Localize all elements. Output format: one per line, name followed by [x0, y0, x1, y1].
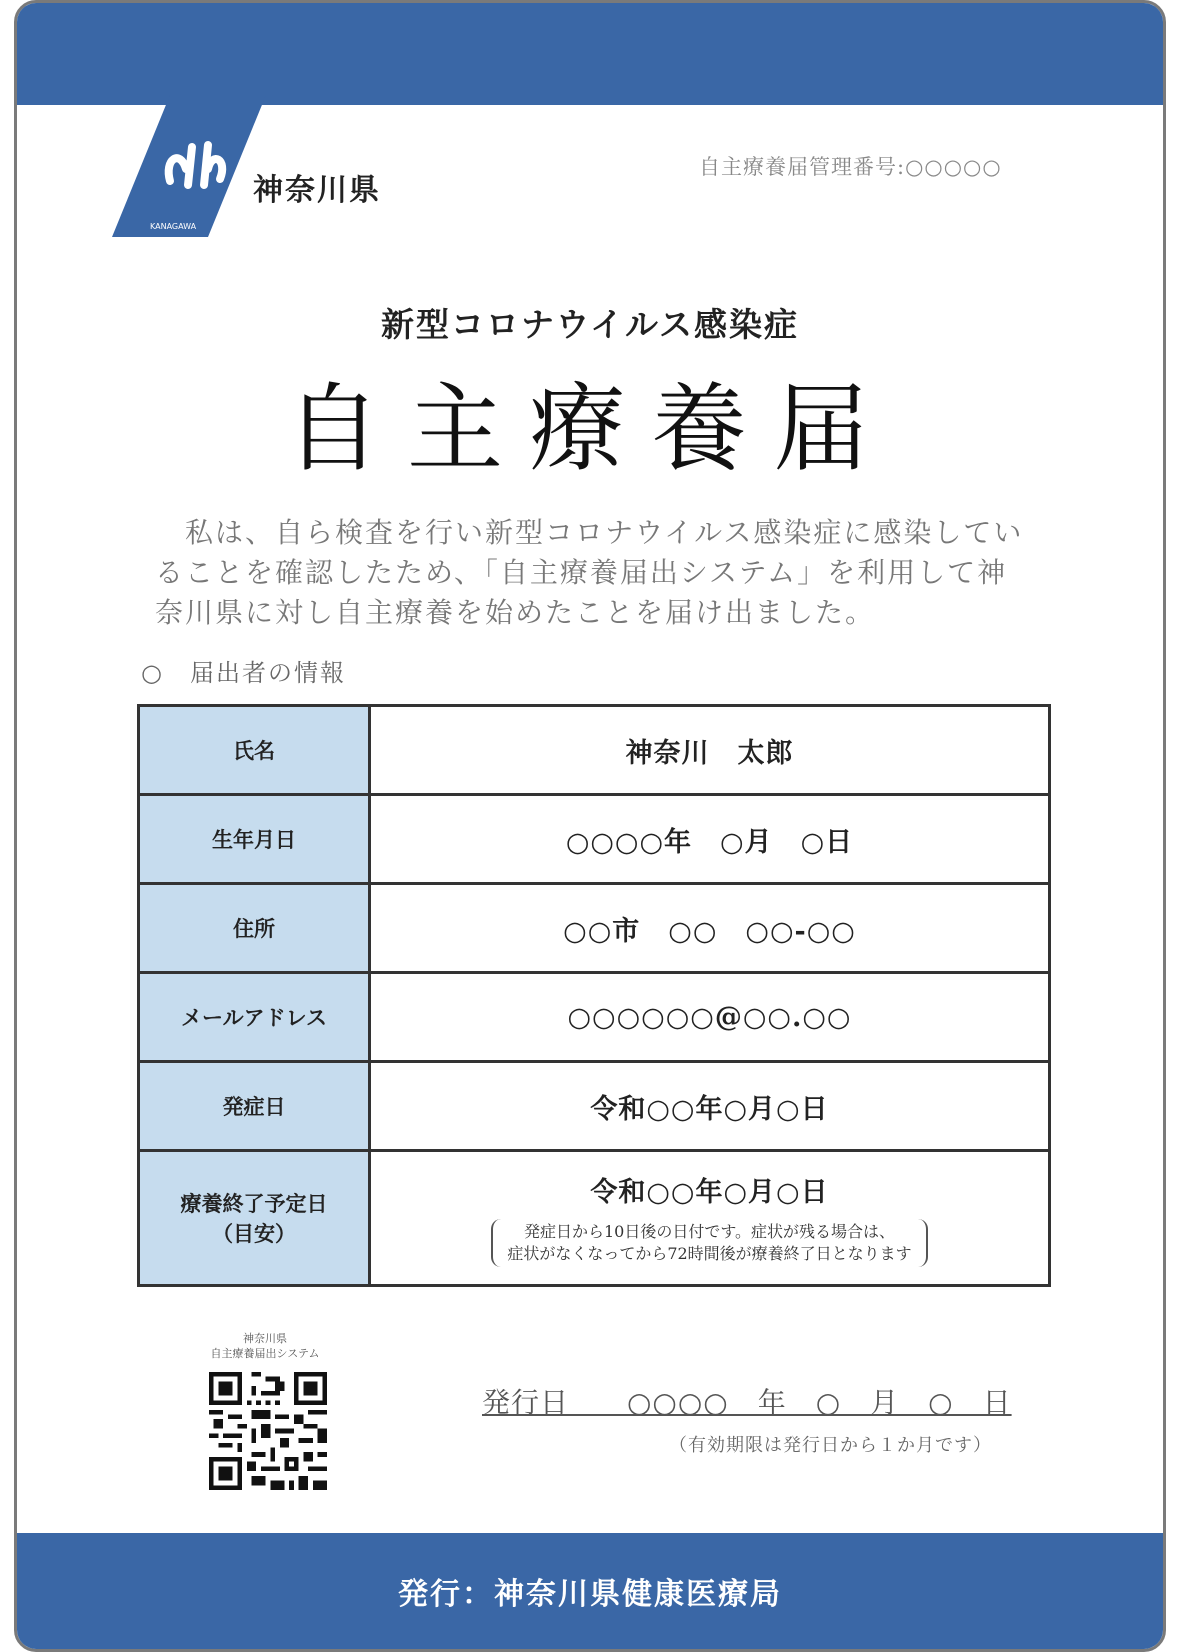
validity-note: （有効期限は発行日から１か月です）	[669, 1435, 992, 1456]
end-date-label-line2: （目安）	[212, 1221, 296, 1246]
table-row	[139, 706, 1050, 795]
document-title: 自主療養届	[285, 373, 895, 485]
certificate-frame	[14, 0, 1166, 1652]
name-label: 氏名	[139, 706, 370, 795]
circle-bullet-icon: ○	[141, 659, 164, 687]
address-value: ○○市 ○○ ○○-○○	[370, 884, 1050, 973]
onset-label: 発症日	[139, 1062, 370, 1151]
document-subtitle: 新型コロナウイルス感染症	[380, 305, 800, 344]
issue-date: 発行日 ○○○○ 年 ○ 月 ○ 日	[482, 1386, 1012, 1419]
onset-value: 令和○○年○月○日	[370, 1062, 1050, 1151]
prefecture-name: 神奈川県	[253, 173, 381, 208]
end-date-note-line2: 症状がなくなってから72時間後が療養終了日となります	[507, 1243, 912, 1263]
kanagawa-emblem-icon	[112, 95, 272, 237]
qr-code-icon[interactable]	[209, 1372, 327, 1490]
section-heading-text: 届出者の情報	[189, 659, 346, 687]
applicant-info-table	[137, 704, 1051, 1287]
table-row	[139, 973, 1050, 1062]
end-date-cell	[370, 1151, 1050, 1286]
declaration-text: 私は、自ら検査を行い新型コロナウイルス感染症に感染していることを確認したため、「自主療養届出システム」を利用して神奈川県に対し自主療養を始めたことを届け出ました。	[155, 516, 1024, 629]
email-value: ○○○○○○@○○.○○	[370, 973, 1050, 1062]
end-date-note-line1: 発症日から10日後の日付です。症状が残る場合は、	[523, 1221, 896, 1241]
dob-label: 生年月日	[139, 795, 370, 884]
issuer-text: 発行：神奈川県健康医療局	[398, 1577, 782, 1612]
end-date-value: 令和○○年○月○日	[590, 1176, 829, 1208]
table-row	[139, 884, 1050, 973]
name-value: 神奈川 太郎	[370, 706, 1050, 795]
management-number: 自主療養届管理番号:○○○○○	[699, 155, 1002, 179]
qr-caption	[177, 1331, 353, 1361]
table-row	[139, 795, 1050, 884]
email-label: メールアドレス	[139, 973, 370, 1062]
end-date-label	[139, 1151, 370, 1286]
section-heading	[141, 653, 346, 688]
end-date-label-line1: 療養終了予定日	[180, 1191, 328, 1216]
qr-caption-line2: 自主療養届出システム	[210, 1347, 320, 1360]
address-label: 住所	[139, 884, 370, 973]
dob-value: ○○○○年 ○月 ○日	[370, 795, 1050, 884]
qr-caption-line1: 神奈川県	[243, 1332, 287, 1345]
emblem-label: KANAGAWA	[150, 222, 197, 231]
table-row	[139, 1151, 1050, 1286]
bottom-band	[17, 1533, 1163, 1649]
end-date-note	[491, 1219, 927, 1267]
top-band	[17, 3, 1163, 105]
table-row	[139, 1062, 1050, 1151]
